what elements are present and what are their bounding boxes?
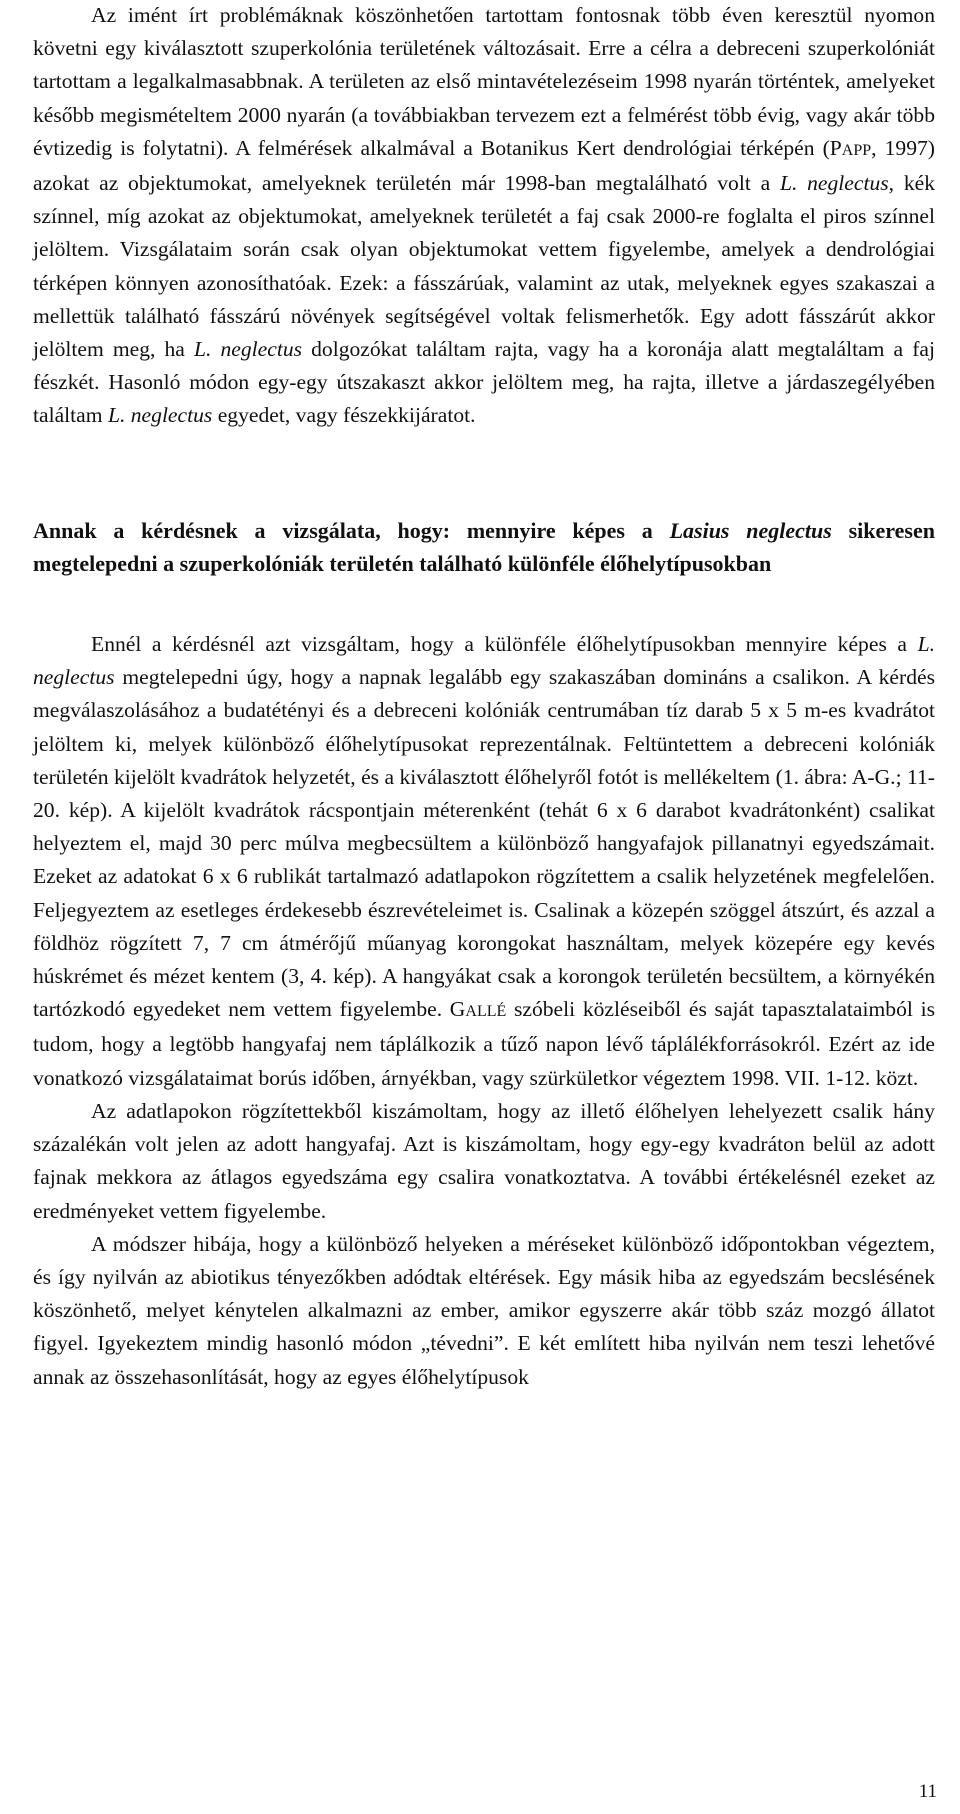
text-run: Az imént írt problémáknak köszönhetően tartottam fontosnak több éven keresztül nyomon követni egy kiválasztott szuperkolónia területének változásait. Erre a célra a debreceni szuperkolóniát tartottam a legalkalmasabbnak. A területen az első mintavételezéseim 1998 nyarán történtek, amelyeket később megismételtem 2000 nyarán (a továbbiakban tervezem ezt a felmérést több évig, vagy akár több évtizedig is folytatni). A felmérések alkalmával a Botanikus Kert dendrológiai térképén ( xyxy=(33,3,935,160)
text-run: Ennél a kérdésnél azt vizsgáltam, hogy a különféle élőhelytípusokban mennyire képes a xyxy=(91,632,918,657)
author-smallcaps: ALLÉ xyxy=(465,1003,507,1021)
heading-text: sikeresen megtelepedni a szuperkolóniák területén található különféle élőhelytípusokban xyxy=(33,517,935,576)
heading-text: Annak a kérdésnek a vizsgálata, hogy: mennyire képes a xyxy=(33,517,670,543)
paragraph-habitat-method xyxy=(33,628,935,1095)
species-name: L. neglectus xyxy=(193,337,303,362)
text-run: , kék színnel, míg azokat az objektumokat, amelyeknek területét a faj csak 2000-re foglalta el piros színnel jelöltem. Vizsgálataim során csak olyan objektumokat vettem figyelembe, amelyek a dendrológiai térképen könnyen azonosíthatóak. Ezek: a fásszárúak, valamint az utak, melyeknek egyes szakaszai a mellettük található fásszárú növények segítségével voltak felismerhetők. Egy adott fásszárút akkor jelöltem meg, ha xyxy=(33,171,935,362)
page-number: 11 xyxy=(918,1780,937,1802)
heading-species-name: Lasius neglectus xyxy=(669,517,832,543)
author-initial: P xyxy=(829,135,842,160)
author-smallcaps: APP xyxy=(841,141,872,159)
author-initial: G xyxy=(449,997,466,1022)
text-run: szóbeli közléseiből és saját tapasztalataimból is tudom, hogy a legtöbb hangyafaj nem táplálkozik a tűző napon lévő táplálékforrásokról. Ezért az ide vonatkozó vizsgálataimat borús időben, árnyékban, vagy szürkületkor végeztem 1998. VII. 1-12. közt. xyxy=(33,997,935,1090)
species-name: L. neglectus xyxy=(107,403,213,428)
species-name: L. neglectus xyxy=(33,632,935,690)
text-run: , 1997) azokat az objektumokat, amelyeknek területén már 1998-ban megtalálható volt a xyxy=(33,135,935,196)
text-run: megtelepedni úgy, hogy a napnak legalább egy szakaszában domináns a csalikon. A kérdés megválaszolásához a budatétényi és a debreceni kolóniák centrumában tíz darab 5 x 5 m-es kvadrátot jelöltem ki, melyek különböző élőhelytípusokat reprezentálnak. Feltüntettem a debreceni kolóniák területén kijelölt kvadrátok helyzetét, és a kiválasztott élőhelyről fotót is mellékeltem (1. ábra: A-G.; 11-20. kép). A kijelölt kvadrátok rácspontjain méterenként (tehát 6 x 6 darabot kvadrátonként) csalikat helyeztem el, majd 30 perc múlva megbecsültem a különböző hangyafajok pillanatnyi egyedszámait. Ezeket az adatokat 6 x 6 rublikát tartalmazó adatlapokon rögzítettem a csalik helyzetének megfelelően. Feljegyeztem az esetleges érdekesebb észrevételeimet is. Csalinak a közepén szöggel átszúrt, és azzal a földhöz rögzített 7, 7 cm átmérőjű műanyag korongokat használtam, melyek közepére egy kevés húskrémet és mézet kentem (3, 4. kép). A hangyákat csak a korongok területén becsültem, a környékén tartózkodó egyedeket nem vettem figyelembe. xyxy=(33,665,935,1022)
text-run: egyedet, vagy fészekkijáratot. xyxy=(212,403,476,428)
paragraph-method-errors: A módszer hibája, hogy a különböző helyeken a méréseket különböző időpontokban végeztem, és így nyilván az abiotikus tényezőkben adódtak eltérések. Egy másik hiba az egyedszám becslésének köszönhető, melyet kénytelen alkalmazni az ember, amikor egyszerre akár több száz mozgó állatot figyel. Igyekeztem mindig hasonló módon „tévedni”. E két említett hiba nyilván nem teszi lehetővé annak az összehasonlítását, hogy az egyes élőhelytípusok xyxy=(33,1231,935,1389)
section-heading xyxy=(33,514,935,580)
paragraph-supercolony-survey xyxy=(33,0,935,433)
species-name: L. neglectus xyxy=(779,171,889,196)
text-run: dolgozókat találtam rajta, vagy ha a koronája alatt megtaláltam a faj fészkét. Hasonló módon egy-egy útszakaszt akkor jelöltem meg, ha rajta, illetve a járdaszegélyében találtam xyxy=(33,337,935,428)
paragraph-calculation: Az adatlapokon rögzítettekből kiszámoltam, hogy az illető élőhelyen lehelyezett csalik hány százalékán volt jelen az adott hangyafaj. Azt is kiszámoltam, hogy egy-egy kvadráton belül az adott fajnak mekkora az átlagos egyedszáma egy csalira vonatkoztatva. A további értékelésnél ezeket az eredményeket vettem figyelembe. xyxy=(33,1098,935,1223)
